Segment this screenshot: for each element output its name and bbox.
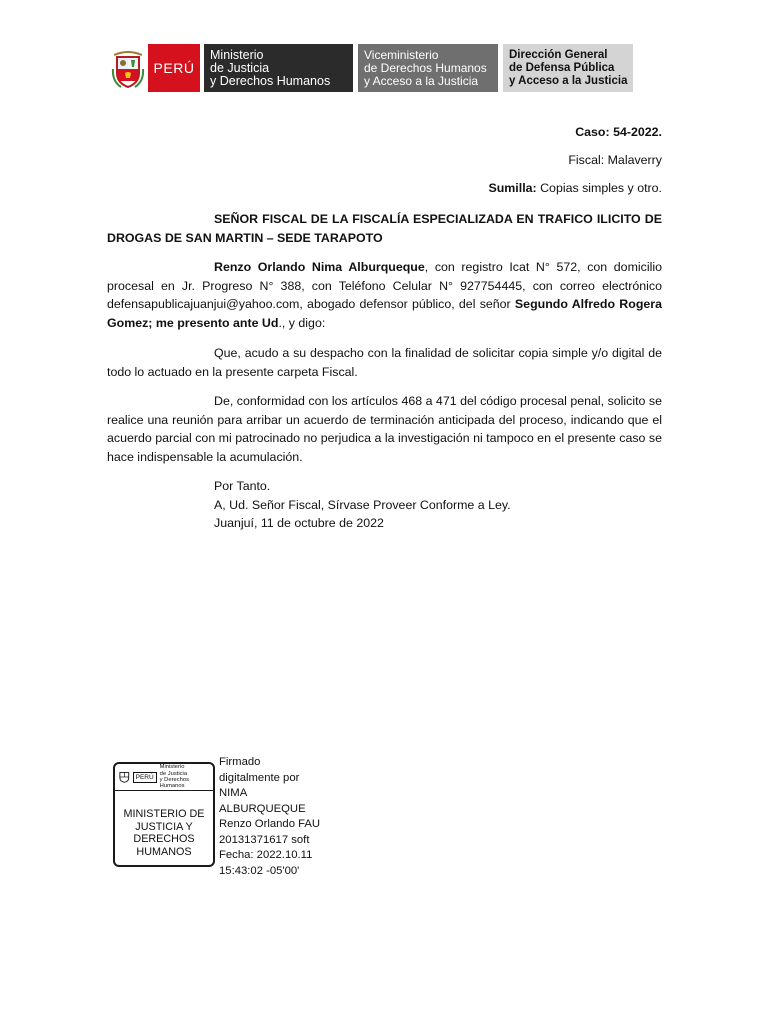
vice-ministry-line: Viceministerio [364, 47, 439, 62]
paragraph-request-copies: Que, acudo a su despacho con la finalidad de solicitar copia simple y/o digital de todo lo actuado en la presente carpeta Fiscal. [107, 346, 662, 379]
signature-line: ALBURQUEQUE [219, 802, 306, 815]
direction-line: de Defensa Pública [509, 61, 615, 74]
summary-label: Sumilla: [488, 181, 537, 195]
addressee-text: SEÑOR FISCAL DE LA FISCALÍA ESPECIALIZADA EN TRAFICO ILICITO DE DROGAS DE SAN MARTIN – SEDE TARAPOTO [107, 212, 662, 245]
peru-badge: PERÚ [148, 44, 200, 92]
summary-line [107, 179, 662, 198]
stamp-line: DERECHOS [133, 833, 195, 845]
stamp-header [115, 764, 213, 791]
intro-text: , con registro Icat N° 572, con domicilio procesal en Jr. Progreso N° 388, con Teléfono Celular N° 927754445, con correo electrónico defensapublicajuanjui@yahoo.com, abogado defensor público, del señor [107, 260, 662, 311]
summary-text: Copias simples y otro. [536, 181, 662, 195]
signature-line: 20131371617 soft [219, 833, 310, 846]
intro-paragraph [107, 258, 662, 332]
ministry-block [204, 44, 353, 92]
lawyer-name: Renzo Orlando Nima Alburqueque [214, 260, 425, 274]
stamp-line: MINISTERIO DE [123, 808, 205, 820]
vice-ministry-block [358, 44, 498, 92]
signature-line: Firmado [219, 756, 261, 768]
mini-coat-of-arms-icon [119, 770, 130, 784]
signature-line: NIMA [219, 787, 248, 799]
coat-of-arms-icon [108, 44, 148, 92]
direction-line: y Acceso a la Justicia [509, 74, 628, 87]
intro-text-end: ., y digo: [278, 315, 326, 330]
mini-ministry-line: Ministerio [159, 764, 185, 771]
stamp-line: HUMANOS [136, 845, 192, 858]
stamp-body [115, 791, 213, 858]
digital-signature-text [219, 755, 329, 879]
closing-date: Juanjuí, 11 de octubre de 2022 [214, 516, 384, 530]
ministry-stamp [113, 762, 215, 867]
signature-line: digitalmente por [219, 771, 300, 784]
stamp-line: JUSTICIA Y [135, 820, 193, 833]
closing [214, 477, 634, 533]
closing-line: A, Ud. Señor Fiscal, Sírvase Proveer Conforme a Ley. [214, 497, 511, 512]
ministry-line: y Derechos Humanos [210, 73, 331, 88]
mini-ministry [160, 764, 209, 789]
closing-line: Por Tanto. [214, 479, 271, 493]
mini-ministry-line: y Derechos Humanos [159, 777, 189, 790]
client-name: Segundo Alfredo Rogera Gomez; me presento ante Ud [107, 297, 662, 330]
ministry-line: Ministerio [210, 47, 264, 62]
vice-ministry-line: y Acceso a la Justicia [364, 73, 479, 88]
case-number-text: Caso: 54-2022. [575, 125, 662, 139]
paragraph-meeting-request: De, conformidad con los artículos 468 a 471 del código procesal penal, solicito se realice una reunión para arribar un acuerdo de terminación anticipada del proceso, indicando que el acuerdo parcial con mi patrocinado no perjudica a la investigación ni tampoco en el presente caso se hace indispensable la acumulación. [107, 394, 662, 464]
addressee [107, 210, 662, 247]
mini-peru-badge: PERÚ [133, 772, 157, 783]
case-number [107, 123, 662, 142]
ministry-line: de Justicia [210, 60, 270, 75]
mini-ministry-line: de Justicia [159, 770, 188, 777]
prosecutor-line: Fiscal: Malaverry [568, 153, 662, 167]
vice-ministry-line: de Derechos Humanos [364, 60, 487, 75]
signature-line: 15:43:02 -05'00' [219, 864, 300, 877]
letterhead [108, 44, 633, 92]
signature-line: Fecha: 2022.10.11 [219, 849, 313, 861]
direction-block [503, 44, 633, 92]
direction-line: Dirección General [509, 48, 608, 61]
signature-line: Renzo Orlando FAU [219, 818, 321, 830]
